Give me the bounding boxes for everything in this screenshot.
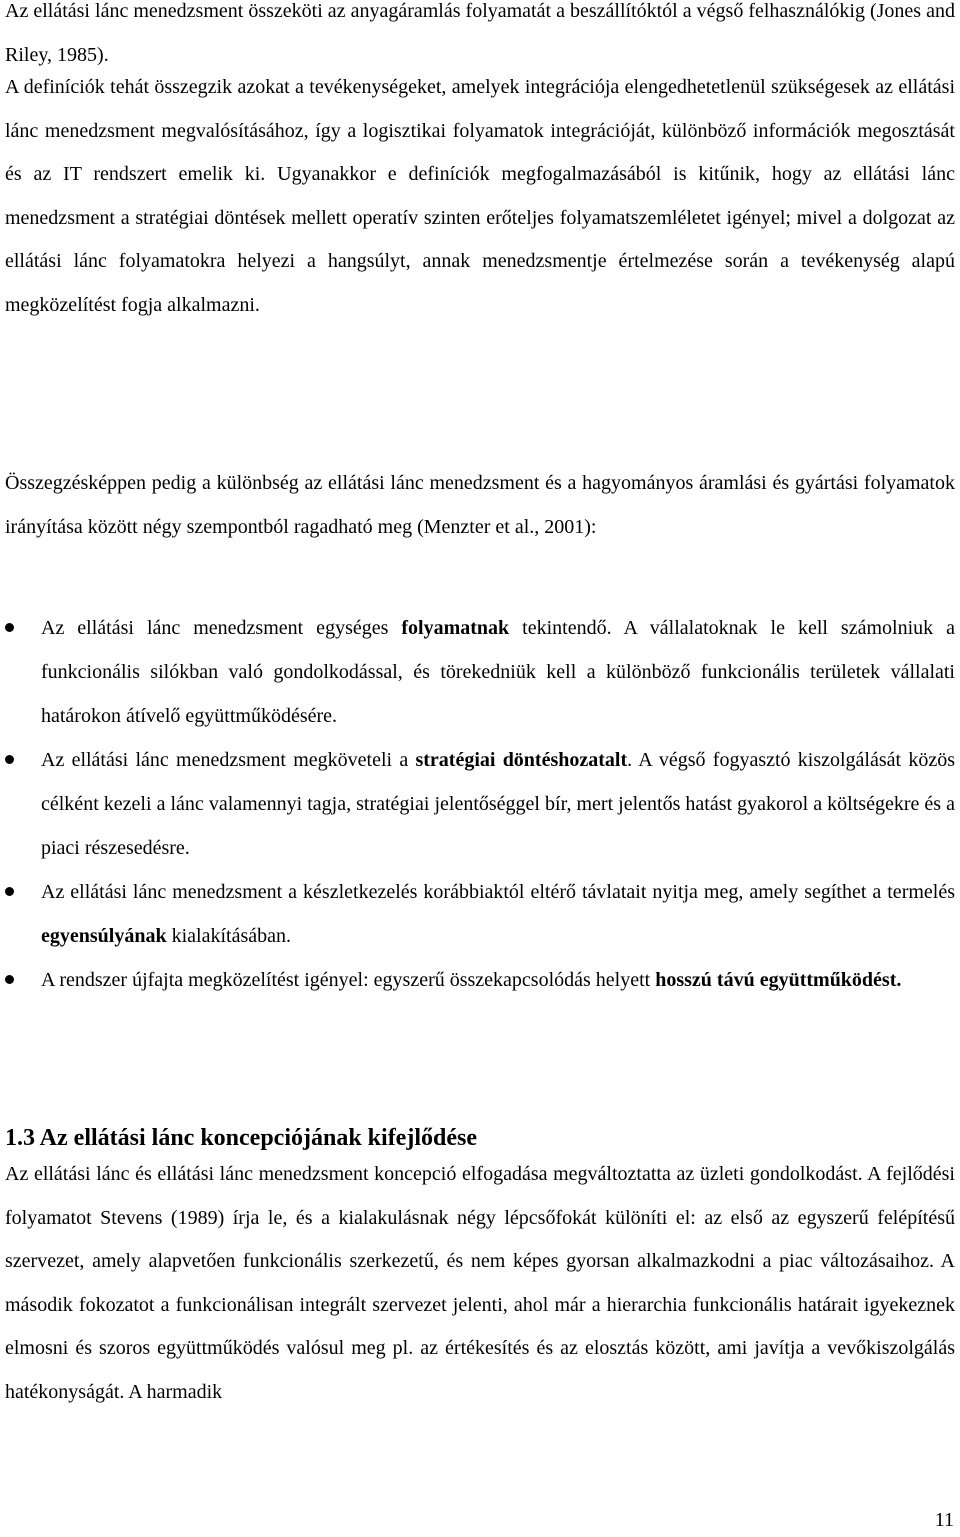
paragraph-summary: Összegzésképpen pedig a különbség az ellátási lánc menedzsment és a hagyományos áramlási és gyártási folyamatok irányítása között négy szempontból ragadható meg (Menzter et al., 2001):	[5, 472, 955, 538]
list-item	[5, 738, 955, 870]
page-number: 11	[934, 1509, 954, 1531]
bullet-list	[5, 606, 955, 1002]
bullet-icon	[5, 623, 14, 632]
section-heading: 1.3 Az ellátási lánc koncepciójának kifejlődése	[5, 1125, 477, 1151]
list-item-text: Az ellátási lánc menedzsment egységes	[41, 617, 402, 639]
list-item-bold: egyensúlyának	[41, 925, 167, 947]
paragraph-intro: Az ellátási lánc menedzsment összeköti az anyagáramlás folyamatát a beszállítóktól a végső felhasználókig (Jones and Riley, 1985).	[5, 0, 955, 66]
list-item-bold: hosszú távú együttműködést.	[655, 969, 902, 991]
list-item-text: tekintendő. A vállalatoknak le kell számolniuk a funkcionális silókban való gondolkodással, és törekedniük kell a különböző funkcionális területek vállalati határokon átívelő együttműködésére.	[41, 617, 955, 727]
list-item-text: . A végső fogyasztó kiszolgálását közös célként kezeli a lánc valamennyi tagja, stratégiai jelentőséggel bír, mert jelentős hatást gyakorol a költségekre és a piaci részesedésre.	[41, 749, 955, 859]
bullet-icon	[5, 887, 14, 896]
bullet-icon	[5, 975, 14, 984]
list-item-text: A rendszer újfajta megközelítést igényel: egyszerű összekapcsolódás helyett	[41, 969, 656, 991]
list-item-bold: folyamatnak	[401, 617, 510, 639]
list-item-text: Az ellátási lánc menedzsment megköveteli a	[41, 749, 416, 771]
list-item	[5, 870, 955, 958]
bullet-icon	[5, 755, 14, 764]
paragraph-evolution: Az ellátási lánc és ellátási lánc menedzsment koncepció elfogadása megváltoztatta az üzleti gondolkodást. A fejlődési folyamatot Stevens (1989) írja le, és a kialakulásnak négy lépcsőfokát különíti el: az első az egyszerű felépítésű szervezet, amely alapvetően funkcionális szerkezetű, és nem képes gyorsan alkalmazkodni a piac változásaihoz. A második fokozatot a funkcionálisan integrált szervezet jelenti, ahol már a hierarchia funkcionális határait igyekeznek elmosni és szoros együttműködés valósul meg pl. az értékesítés és az elosztás között, ami javítja a vevőkiszolgálás hatékonyságát. A harmadik	[5, 1163, 955, 1403]
list-item-text: Az ellátási lánc menedzsment a készletkezelés korábbiaktól eltérő távlatait nyitja meg, amely segíthet a termelés	[41, 881, 955, 903]
paragraph-definitions: A definíciók tehát összegzik azokat a tevékenységeket, amelyek integrációja elengedhetetlenül szükségesek az ellátási lánc menedzsment megvalósításához, így a logisztikai folyamatok integrációját, különböző információk megosztását és az IT rendszert emelik ki. Ugyanakkor e definíciók megfogalmazásából is kitűnik, hogy az ellátási lánc menedzsment a stratégiai döntések mellett operatív szinten erőteljes folyamatszemléletet igényel; mivel a dolgozat az ellátási lánc folyamatokra helyezi a hangsúlyt, annak menedzsmentje értelmezése során a tevékenység alapú megközelítést fogja alkalmazni.	[5, 76, 955, 316]
list-item-text: kialakításában.	[166, 925, 291, 947]
list-item	[5, 606, 955, 738]
list-item	[5, 958, 955, 1002]
list-item-bold: stratégiai döntéshozatalt	[415, 749, 628, 771]
